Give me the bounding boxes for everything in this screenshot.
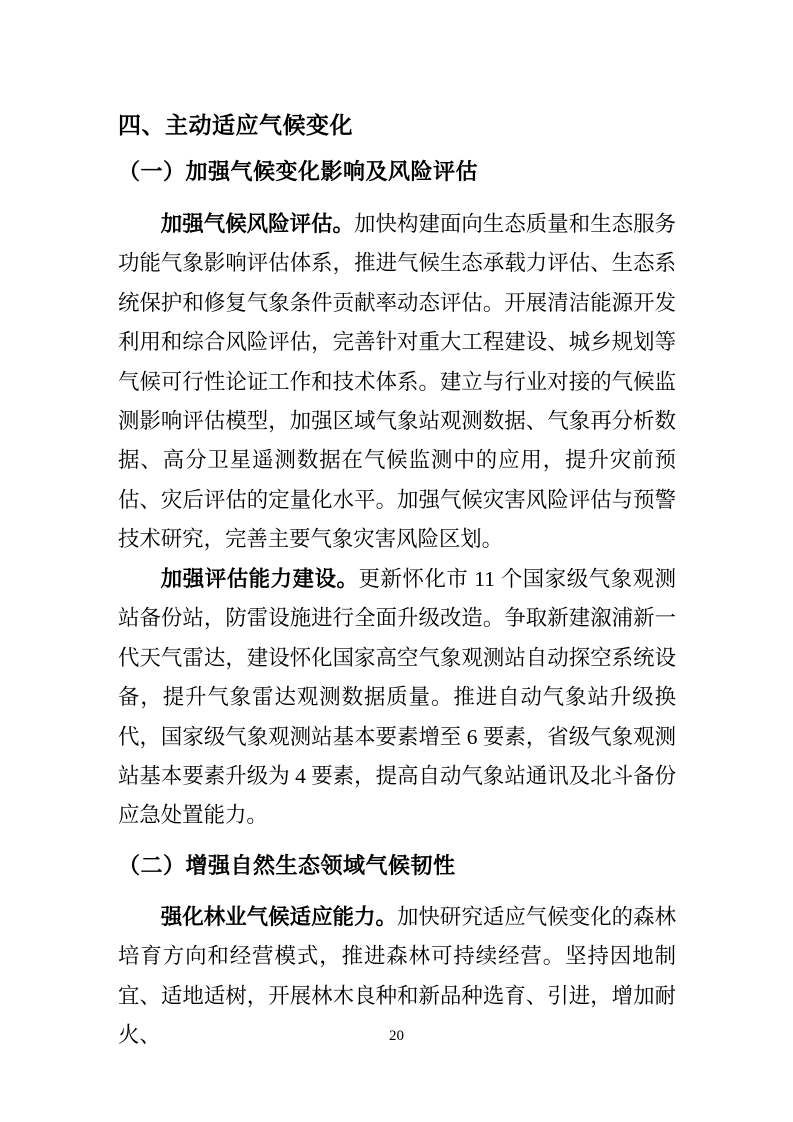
section-heading-1: （一）加强气候变化影响及风险评估 bbox=[118, 159, 479, 184]
chapter-title: 四、主动适应气候变化 bbox=[118, 112, 353, 138]
paragraph-capacity-building bbox=[118, 560, 676, 836]
paragraph-lead: 加强评估能力建设。 bbox=[160, 567, 359, 591]
paragraph-body: 加快研究适应气候变化的森林培育方向和经营模式，推进森林可持续经营。坚持因地制宜、适地适树，开展林木良种和新品种选育、引进，增加耐火、 bbox=[118, 905, 676, 1048]
paragraph-risk-assessment bbox=[118, 205, 676, 560]
paragraph-body: 加快构建面向生态质量和生态服务功能气象影响评估体系，推进气候生态承载力评估、生态系统保护和修复气象条件贡献率动态评估。开展清洁能源开发利用和综合风险评估，完善针对重大工程建设、城乡规划等气候可行性论证工作和技术体系。建立与行业对接的气候监测影响评估模型，加强区域气象站观测数据、气象再分析数据、高分卫星遥测数据在气候监测中的应用，提升灾前预估、灾后评估的定量化水平。加强气候灾害风险评估与预警技术研究，完善主要气象灾害风险区划。 bbox=[118, 212, 676, 552]
paragraph-lead: 强化林业气候适应能力。 bbox=[160, 905, 397, 929]
page-number: 20 bbox=[389, 1028, 404, 1044]
paragraph-body: 更新怀化市 11 个国家级气象观测站备份站，防雷设施进行全面升级改造。争取新建溆浦新一代天气雷达，建设怀化国家高空气象观测站自动探空系统设备，提升气象雷达观测数据质量。推进自动气象站升级换代，国家级气象观测站基本要素增至 6 要素，省级气象观测站基本要素升级为 4 要素，提高自动气象站通讯及北斗备份应急处置能力。 bbox=[118, 567, 676, 828]
section-heading-2: （二）增强自然生态领域气候韧性 bbox=[118, 853, 456, 878]
paragraph-lead: 加强气候风险评估。 bbox=[160, 212, 355, 236]
